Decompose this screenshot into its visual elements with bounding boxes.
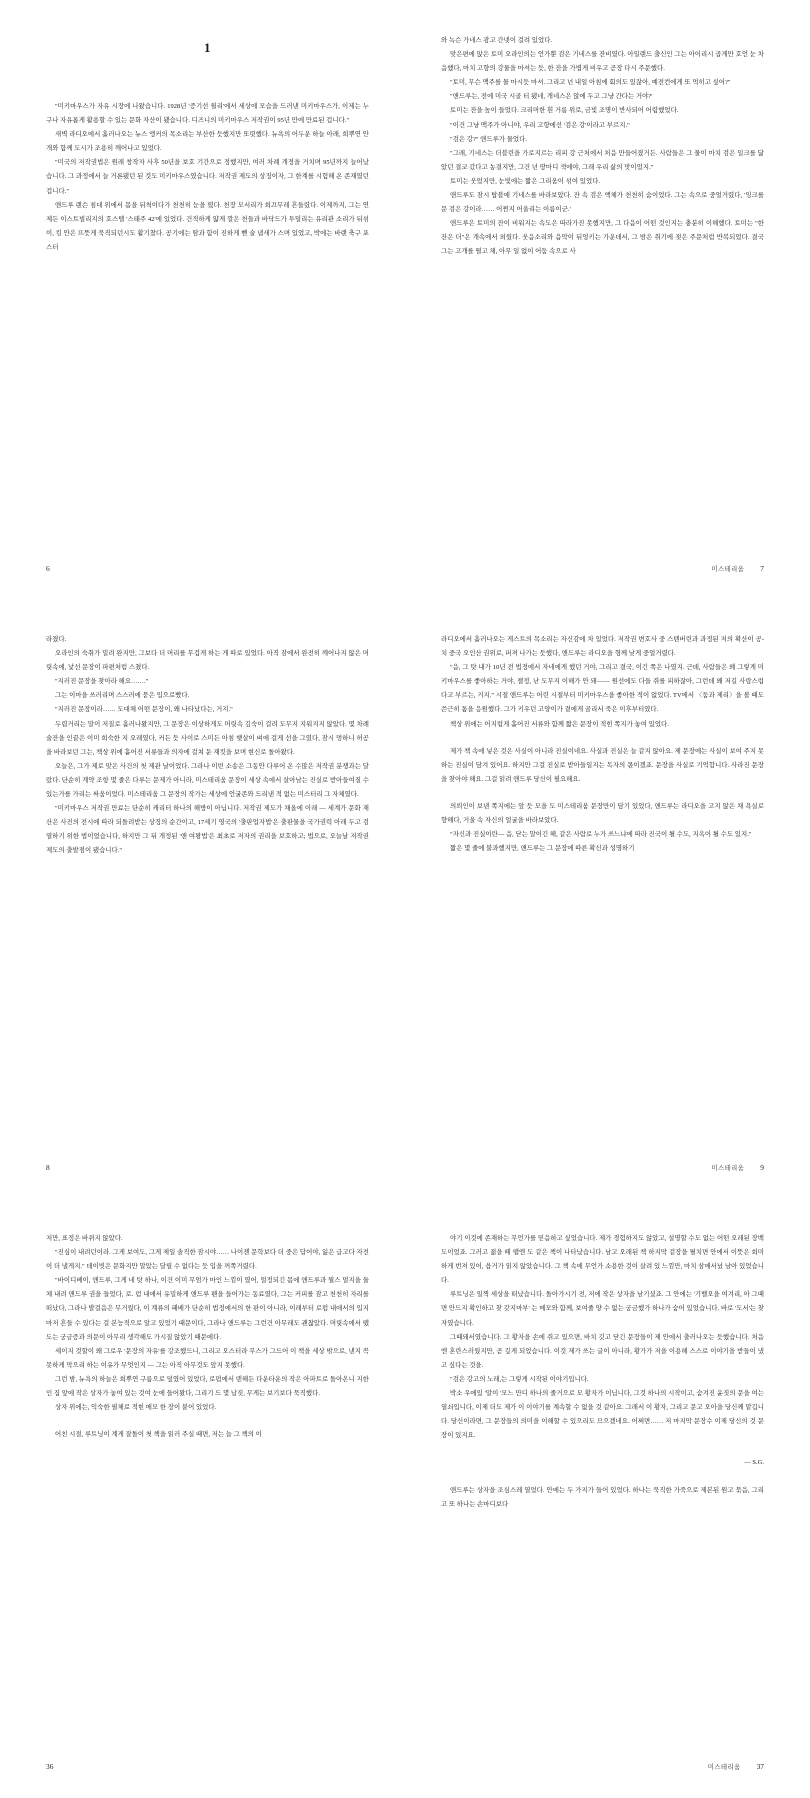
paragraph: 오라인의 숙취가 밀려 완지만, 그보다 더 머리를 무겁게 하는 게 따로 있었다. 아직 잠에서 완전히 깨어나지 않은 머릿속에, 낯선 문장이 파편처럼 스쳤다. bbox=[46, 650, 369, 672]
page-6 bbox=[0, 0, 405, 599]
paragraph: "검은 강?" 앤드루가 물었다. bbox=[450, 135, 528, 143]
paragraph: "진심이 내려던이라. 그게 보여도, 그게 제일 솔직한 잠시야…… 나이젠 문학보다 더 중은 답어야, 잃은 급고다 자전이 더 낼게지." 데이빗은 문화지만 말았는 달릴 수 없다는 듯 입을 꺼쪽거렸다. bbox=[46, 1249, 369, 1271]
paragraph: 라졌다. bbox=[46, 636, 67, 643]
paragraph: 앤드루 랜슨 침대 위에서 몸을 뒤척이다가 천천히 눈을 떴다. 천장 모서리가 희끄무레 흔들렸다. 이제까지, 그는 연제든 이스트빌리지의 호스텔 '스태주 42'에 있었다. 건적하게 얇게 깔은 천들과 바닥드가 투덜리는 유리관 소리가 뒤섞이, 킴 안은 뜨뜻게 묵직되던시도 활기찼다. 공기에는 땀과 함이 진하게 뺀 술 냄새가 스며 있었고, 박에는 바랜 축구 포스터 bbox=[46, 201, 369, 251]
page-footer bbox=[46, 1762, 369, 1771]
paragraph: "지러진 문장을 찾아라 해요……." bbox=[55, 678, 149, 686]
letter-excerpt: 박소 우에있 '말이 '모느 만디 하나의 줄거으로 모 황자가 이닙니다, 그것 하나의 시작이고, 숨겨진 윤짓의 문을 여는 열쇠입니다, 이제 더도 제가 이 이야기를 계속할 수 없을 것 같아요. 그래서 이 황자, 그리고 문고 오아을 당신께 맡깁니다. 당신이라면, 그 문장들의 의미을 이해할 수 있으리도 므으겠네요. 어쩌면…… 저 마지막 문장수 이제 당신의 것 문장이 있지요. bbox=[441, 1390, 764, 1440]
letter-excerpt: "검은 강고의 노래,는 그렇게 시작된 이야기입니다. bbox=[450, 1375, 589, 1383]
page-9 bbox=[405, 599, 810, 1198]
letter-signature: — S.G. bbox=[744, 1459, 764, 1467]
paragraph: "미키마우스 저작권 만료는 단순히 캐리터 하나의 해방이 아닙니다. 저작권 제도가 채올에 이래 — 세계가 문화 재산은 사진의 전시에 따라 되돌려받는 상징의 순간이고, 17세기 영국의 '출판업자법'은 출판물을 국가권력 아래 두고 검열하기 위한 법이었습니다, 하지만 그 뒤 개정된 '앤 여왕법'은 최초로 저자의 권리을 보호하고; 법으로, 오늘날 저작권 제도의 출발점이 됐습니다." bbox=[46, 805, 369, 855]
paragraph: "음, 그 탓 내가 10년 전 법정에서 자네에게 했던 거야, 그리고 결국, 이긴 쪽은 나였지. 근데, 사람들은 왜 그렇게 미키마우스를 좋아하는 거야, 젤정, 난 도무지 이해가 안 돼—— 원선에도 다들 쥐를 피하잖아, 그런데 왜 저길 사랑스럽다고 부르는, 거지." 시절 앤드루는 어린 시절부터 미키마우스을 좋아한 적이 없었다. TV에서 〈둠과 제리〉을 볼 때도 쓴근히 톰을 응원했다. 그가 키우던 고양이가 곁에게 골리서 죽은 이후부터였다. bbox=[441, 664, 764, 714]
paragraph: "바이디베이, 앤드루, 그게 네 탓 하나, 이건 이미 무엄가 마인 느낌이 였어, 얼정되긴 몸에 앤드루과 뭘스 멀지을 둘체 내려 앤드루 권을 들었다, 로. 럼 내애서 유밀하게 앤드루 팬을 들어가는 동료였다, 그는 커피를 잠고 천천히 자리를 떠났다, 그라나 발걸음은 무거웠다, 이 계류의 패배가 단순히 법정에서의 한 판이 아니라, 이래부터 로펌 내애서의 입지마저 흔들 수 있다는 걸 본능적으로 알고 있었기 때문이다, 그라나 앤드루는 그런건 아무래도 괜찮았다. 머릿속에서 뗐도는 궁금증과 의문이 아무리 생각해도 가시질 않았기 때문에다. bbox=[46, 1277, 369, 1341]
page-number: 8 bbox=[46, 1163, 50, 1172]
letter-excerpt: 루트닝은 일찍 세상을 떠났습니다. 돌아가시기 전, 저에 작은 상자을 남기셨죠. 그 안에는 '기벨오을 여겨리, 아 그때면 안드지 확인하고 찾 갖지마부' 는 메모와 함께, 보여줄 양 수 없는 궁금했가 하나가 숨어 있었습니다. 바로 '도서'는 찾자였습니다. bbox=[441, 1291, 764, 1327]
paragraph: 앤드루는 상자을 조심스레 열었다. 안에는 두 가지가 들어 있었다. 하나는 묵직한 가죽으로 제본된 원고 묶음, 그리고 또 하나는 손마디보다 bbox=[441, 1486, 764, 1508]
paragraph: 그는 이마을 쓰러리며 스스러에 묻은 입으로빴다. bbox=[55, 692, 190, 700]
letter-excerpt: 그때돼서였습니다. 그 황자을 손에 쥐고 있으면, 바치 깃고 닫긴 문장들이 제 안에서 출러나오는 듯했습니다. 처음엔 혼란스러웠지만, 곧 깊게 되었습니다. 이것 제가 쓰는 글이 아니라, 황가가 저을 이용해 스스로 이야기을 받들이 냈고 싶다는 것을. bbox=[441, 1333, 764, 1369]
page-footer bbox=[46, 1163, 369, 1172]
page-number: 7 bbox=[760, 564, 764, 573]
paragraph: "이건 그냥 맥주가 아니야, 우리 고향에선 '검은 강'이라고 부르지." bbox=[450, 121, 630, 129]
page-7 bbox=[405, 0, 810, 599]
paragraph: 책상 위에는 어지럽게 흩어진 서류와 함께 짧은 문장이 적힌 쪽지가 놓여 있었다. bbox=[450, 720, 669, 728]
letter-excerpt: 제가 책 속에 넣은 것은 사실이 아니라 진실이네요. 사실과 진실은 늘 같지 않아요. 제 문장에는 사실이 보여 주지 못하는 진실이 담겨 있어요. 하지만 그걸 진실로 받아들일지는 독자의 몫이겠죠. 문장을 사실로 기억합니다. 사라진 문장을 찾아야 해요. 그걸 읽려 앤드루 당신이 필요해요. bbox=[441, 747, 764, 783]
page-8 bbox=[0, 599, 405, 1198]
page-body bbox=[46, 633, 369, 859]
paragraph: "자신과 진실이란— 음, 닫는 말이긴 해, 같은 사람로 누가 쓰느냐에 따라 진국이 될 수도, 지옥이 될 수도 있지." bbox=[450, 831, 752, 839]
letter-excerpt: 어친 시절, 루트닝이 계게 잘돌이 첫 책을 읽러 주실 때면, 저는 늘 그 책의 이 bbox=[55, 1431, 262, 1439]
paragraph: 새벽 라디오에서 흘러나오는 뉴스 앵커의 목소리는 부산한 듯했지만 또렷했다. 뉴욕의 어두운 하늘 아래, 희뿌연 안개와 함께 도시가 조용히 깨어나고 있었다. bbox=[46, 131, 369, 153]
page-37 bbox=[405, 1198, 810, 1797]
paragraph: 앤드루은 토미의 잔이 비워지는 속도은 따라가진 못했지만, 그 다음이 어떤 것인지는 충분히 이해했다. 토미는 "한 잔은 더"은 개속에서 외웠다. 웃음소리와 음악이 뒤엉키는 가운데서, 그 밤은 취기에 젖은 주문처럼 반복되었다. 결국 그는 고개를 떨고 채, 아무 일 없이 어둠 속으로 사 bbox=[441, 220, 764, 256]
paragraph: "그래, 기네스는 더블린을 가로지르는 리피 강 근처에서 처음 만들어졌거든. 사람들은 그 물이 마치 검은 일크를 닮았던 결코 갔다고 농결지만, 그건 넌 땅마디 색에야, 그래 우리 삶의 맛이었지." bbox=[441, 149, 764, 171]
paragraph: 의뢰인이 보낸 쪽지에는 앞 듯 모을 도 미스테리움 문장만이 담기 있었다, 앤드루는 라디오을 고지 않은 채 욕실로 향해다, 거울 속 자신의 얼굴을 바라보았다. bbox=[441, 802, 764, 825]
paragraph: 두렵거리는 말이 저질로 흘러나왔지만, 그 문장은 이상하게도 머릿속 깊숙이 걸려 도무지 지워지지 않았다. 몇 차례 술잔을 인끝은 이미 희숙한 지 오래였다, 커든 듯 사이로 스미든 아침 햇살이 벼에 걸게 선을 그였다, 잠시 멍하니 허공을 바라보던 그는, 책상 위에 흩어진 서류들과 의자에 걸쳐 둔 재킷을 보며 현신로 돌아왔다. bbox=[46, 720, 369, 756]
page-body bbox=[46, 1232, 369, 1442]
page-number: 36 bbox=[46, 1762, 54, 1771]
page-body bbox=[441, 633, 764, 856]
page-number: 9 bbox=[760, 1163, 764, 1172]
running-title: 미스테리움 bbox=[711, 1165, 745, 1172]
paragraph: "미국의 저작권법은 원래 창작자 사후 50년을 보호 기간으로 정했지만, 여러 차례 개정을 거치며 95년까지 늘어났습니다. 그 과정에서 늘 거론됐던 된 것도 미키마우스였습니다. 저작권 제도의 상징이자, 그 한계를 시험해 온 존재였던 겁니다." bbox=[46, 159, 369, 195]
paragraph: 라디오에서 흘러나오는 게스트의 목소리는 자신감에 차 있었다. 저작권 변호사 중 스탠버린과 과정된 저의 확산이 공-치 중국 오인산 권위로, 퍼져 나가는 듯했다, 앤드루는 라디오을 형께 낮게 중얼거렸다. bbox=[441, 636, 764, 658]
paragraph: 오늘은, 그가 제로 맞은 사건의 첫 제관 날이었다. 그라나 이빈 소송은 그동안 다루어 온 수많은 저작권 분쟁과는 달랐다. 단순히 계약 조항 몇 줄은 다루는 문제가 아니라, 미스테리움 문장이 세상 속에서 살아남는 진실로 받아들여질 수 있는가를 가리는 싸움이었다. 미스테리움 그 문장의 작가는 세상에 언굴존와 드리낸 적 없는 미스터리 그 자체였다. bbox=[46, 762, 369, 799]
running-title: 미스테리움 bbox=[707, 1764, 741, 1771]
paragraph: "지러진 문장이라…… 도대체 어떤 문장이, 왜 나타났다는, 거지." bbox=[55, 706, 233, 714]
spread-1 bbox=[0, 0, 810, 599]
page-number: 37 bbox=[756, 1762, 764, 1771]
paragraph: "토미, 무슨 맥주를 물 마시듯 마셔. 그리고 넌 내일 아침에 회의도 있잖아, 예전컨에게 또 먹히고 싶어?" bbox=[450, 79, 731, 87]
paragraph: 세이지 것할이 왜 그로우 '문장의 자유'를 강조했드니, 그리고 오스터라 무스가 그드어 이 책을 세상 밖으로, 낸지 꼭 못하게 막으리 하는 이유가 무엇인지 — 그는 아직 아무것도 앞지 못했다. bbox=[46, 1347, 369, 1369]
paragraph: 저만, 표정은 바뀌지 않았다. bbox=[46, 1235, 123, 1242]
paragraph: 짧은 몇 줄에 불과했지만, 앤드루는 그 문장에 따른 확신과 성명하기 bbox=[450, 845, 635, 853]
page-number: 6 bbox=[46, 564, 50, 573]
page-footer bbox=[441, 564, 764, 573]
page-body bbox=[46, 100, 369, 255]
paragraph: "앤드루는, 전에 미국 시골 터 됐네, 개네스은 앉에 두고 그냥 간다는 거야?' bbox=[450, 93, 653, 101]
page-footer bbox=[441, 1762, 764, 1771]
page-36 bbox=[0, 1198, 405, 1797]
paragraph: 와 녹슨 가네스 광고 간넷이 걸려 있었다. bbox=[441, 37, 553, 44]
paragraph: "미키마우스가 자유 시장에 나왔습니다. 1928년 '증기선 윌리'에서 세상에 모습을 드러낸 미키마우스가, 이제는 누구나 자유롭게 활용할 수 있는 문화 자산이 됐습니다. 디즈니의 미키마우스 저작권이 95년 만에 만료된 겁니다." bbox=[46, 103, 369, 125]
paragraph: 토미는 웃었지만, 눈빛에는 짧은 그리움이 섞여 있었다. bbox=[450, 177, 601, 185]
page-footer bbox=[46, 564, 369, 573]
running-title: 미스테리움 bbox=[711, 566, 745, 573]
spread-2 bbox=[0, 599, 810, 1198]
page-body bbox=[441, 34, 764, 260]
paragraph: 상자 위에는, 익숙한 필체로 적힌 메모 한 장이 붙어 있었다. bbox=[55, 1404, 217, 1412]
page-body bbox=[441, 1232, 764, 1512]
paragraph: 토미는 잔을 높이 들었다. 크리머한 흰 거름 위로, 금빛 조명이 반사되어 어렴했었다. bbox=[450, 107, 679, 115]
paragraph: 앤드루도 잠시 탑블에 기네스를 바라보았다. 잔 속 검은 액체가 천천히 숨이었다. 그는 속으로 중얼거렸다, '잉크를 문 검은 강이라…… 어쩐지 어울리는 이름이군.' bbox=[441, 192, 764, 214]
spread-3 bbox=[0, 1198, 810, 1797]
page-footer bbox=[441, 1163, 764, 1172]
paragraph: 그런 밤, 뉴욕의 하늘은 희뿌연 구름으로 덮였어 있었다, 로펌에서 덴해든 다운타운의 작은 아파트로 돌아온니 지한인 집 앞에 작은 상자가 놓여 있는 것여 눈에 들어왔다, 그리기 드 몇 납짖, 무게는 보기보다 묵직했다. bbox=[46, 1375, 369, 1398]
letter-excerpt: 야기 이것에 존재하는 무언가를 믿음하고 싶었습니다. 제가 경험하지도 않았고, 설명할 수도 없는 어떤 오래된 장백도이었죠. 그러고 젊을 떼 뗌엔 도 같은 책이 나타났습니다. 남고 오래된 책 하지막 겉장을 펼치면 안에서 이뜻은 희미하게 번져 있어, 읍거가 읽지 않았습니다. 그 책 속에 무언가 소용한 것이 살려 있 느낌만, 마치 삼에서넜 남아 있었습니다. bbox=[441, 1235, 764, 1285]
paragraph: 맞은편에 앉은 토미 오라인의는 언가뿐 검은 기네스를 잔비였다. 아일랜드 출신인 그는 아이리시 곱게만 호언 눈 차음했다, 마치 고향의 강물을 마셔는 듯, 한 잔을 가볍게 비우고 곧장 다시 주문했다. bbox=[441, 51, 764, 73]
chapter-number: 1 bbox=[204, 40, 211, 55]
